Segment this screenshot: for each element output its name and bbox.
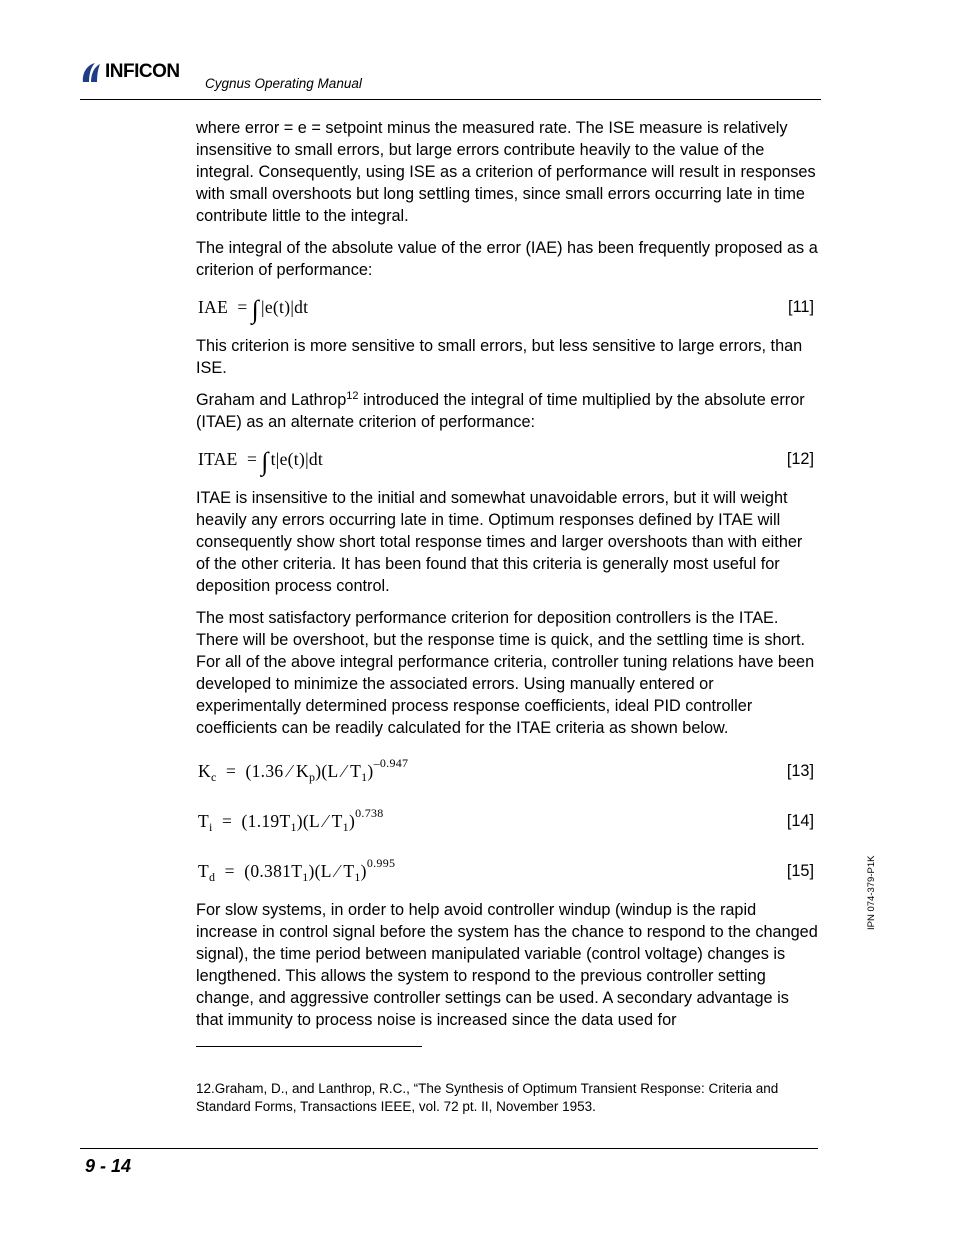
equation-14-number: [14]: [786, 812, 814, 830]
equation-12: [196, 443, 818, 477]
footnote-reference: 12: [346, 390, 359, 402]
inficon-logo: [80, 60, 180, 84]
footnote-divider: [196, 1046, 422, 1047]
equation-11: [196, 291, 818, 325]
footnote-12: 12.Graham, D., and Lanthrop, R.C., “The Synthesis of Optimum Transient Response: Criteria and Standard Forms, Transactions IEEE, vol. 72 pt. II, November 1953.: [196, 1081, 779, 1114]
body-text: [196, 117, 818, 1041]
page-number: 9 - 14: [85, 1156, 132, 1176]
equation-15-number: [15]: [786, 862, 814, 880]
paragraph-graham: Graham and Lathrop$^{12}$ introduced the integral of time multiplied by the absolute error (ITAE) as an alternate criterion of performance:: [196, 390, 805, 431]
equation-13-number: [13]: [786, 762, 814, 780]
header-divider: [80, 99, 821, 100]
paragraph-iae-sensitivity: This criterion is more sensitive to small errors, but less sensitive to large errors, than ISE.: [196, 337, 803, 377]
paragraph-iae-intro: The integral of the absolute value of the error (IAE) has been frequently proposed as a criterion of performance:: [196, 239, 818, 279]
side-document-code: [866, 850, 878, 930]
equation-14-expression: $T_i = (1.19T_1)(L$ ⁄ $T_1)^{0.738}$: [198, 806, 384, 834]
logo-text: INFICON: [105, 61, 180, 82]
paragraph-ise: where error = e = setpoint minus the measured rate. The ISE measure is relatively insensitive to small errors, but large errors contribute heavily to the value of the integral. Consequently, using ISE as a criterion of performance will result in responses with small overshoots but long settling times, since small errors occurring late in time contribute little to the integral.: [196, 119, 816, 225]
equation-11-expression: IAE = ∫ |e(t)|dt: [198, 295, 309, 324]
inficon-logo-icon: [80, 61, 102, 83]
equation-14: [196, 799, 818, 843]
document-title: Cygnus Operating Manual: [205, 76, 362, 91]
paragraph-slow-systems: For slow systems, in order to help avoid controller windup (windup is the rapid increase in control signal before the system has the chance to respond to the changed signal), the time period between manipulated variable (control voltage) changes is lengthened. This allows the system to respond to the previous controller setting change, and aggressive controller settings can be used. A secondary advantage is that immunity to process noise is increased since the data used for: [196, 901, 818, 1029]
equation-13: [196, 749, 818, 793]
paragraph-itae-insensitive: ITAE is insensitive to the initial and somewhat unavoidable errors, but it will weight heavily any errors occurring late in time. Optimum responses defined by ITAE will consequently show short total response times and larger overshoots than with either of the other criteria. It has been found that this criteria is generally most useful for deposition process control.: [196, 489, 803, 595]
equation-12-number: [12]: [786, 450, 814, 468]
equation-12-expression: ITAE = ∫ t|e(t)|dt: [198, 447, 324, 476]
equation-13-expression: $K_c = (1.36$ ⁄ $K_p)(L$ ⁄ $T_1)^{-0.947}$: [198, 756, 409, 784]
equation-11-number: [11]: [788, 298, 814, 316]
equation-15: [196, 849, 818, 893]
footer-divider: [80, 1148, 818, 1149]
paragraph-itae-criterion: The most satisfactory performance criterion for deposition controllers is the ITAE. There will be overshoot, but the response time is quick, and the settling time is short. For all of the above integral performance criteria, controller tuning relations have been developed to minimize the associated errors. Using manually entered or experimentally determined process response coefficients, ideal PID controller coefficients can be readily calculated for the ITAE criteria as shown below.: [196, 609, 815, 737]
side-code-text: IPN 074-379-P1K: [866, 855, 877, 930]
equation-15-expression: $T_d = (0.381T_1)(L$ ⁄ $T_1)^{0.995}$: [198, 856, 396, 884]
